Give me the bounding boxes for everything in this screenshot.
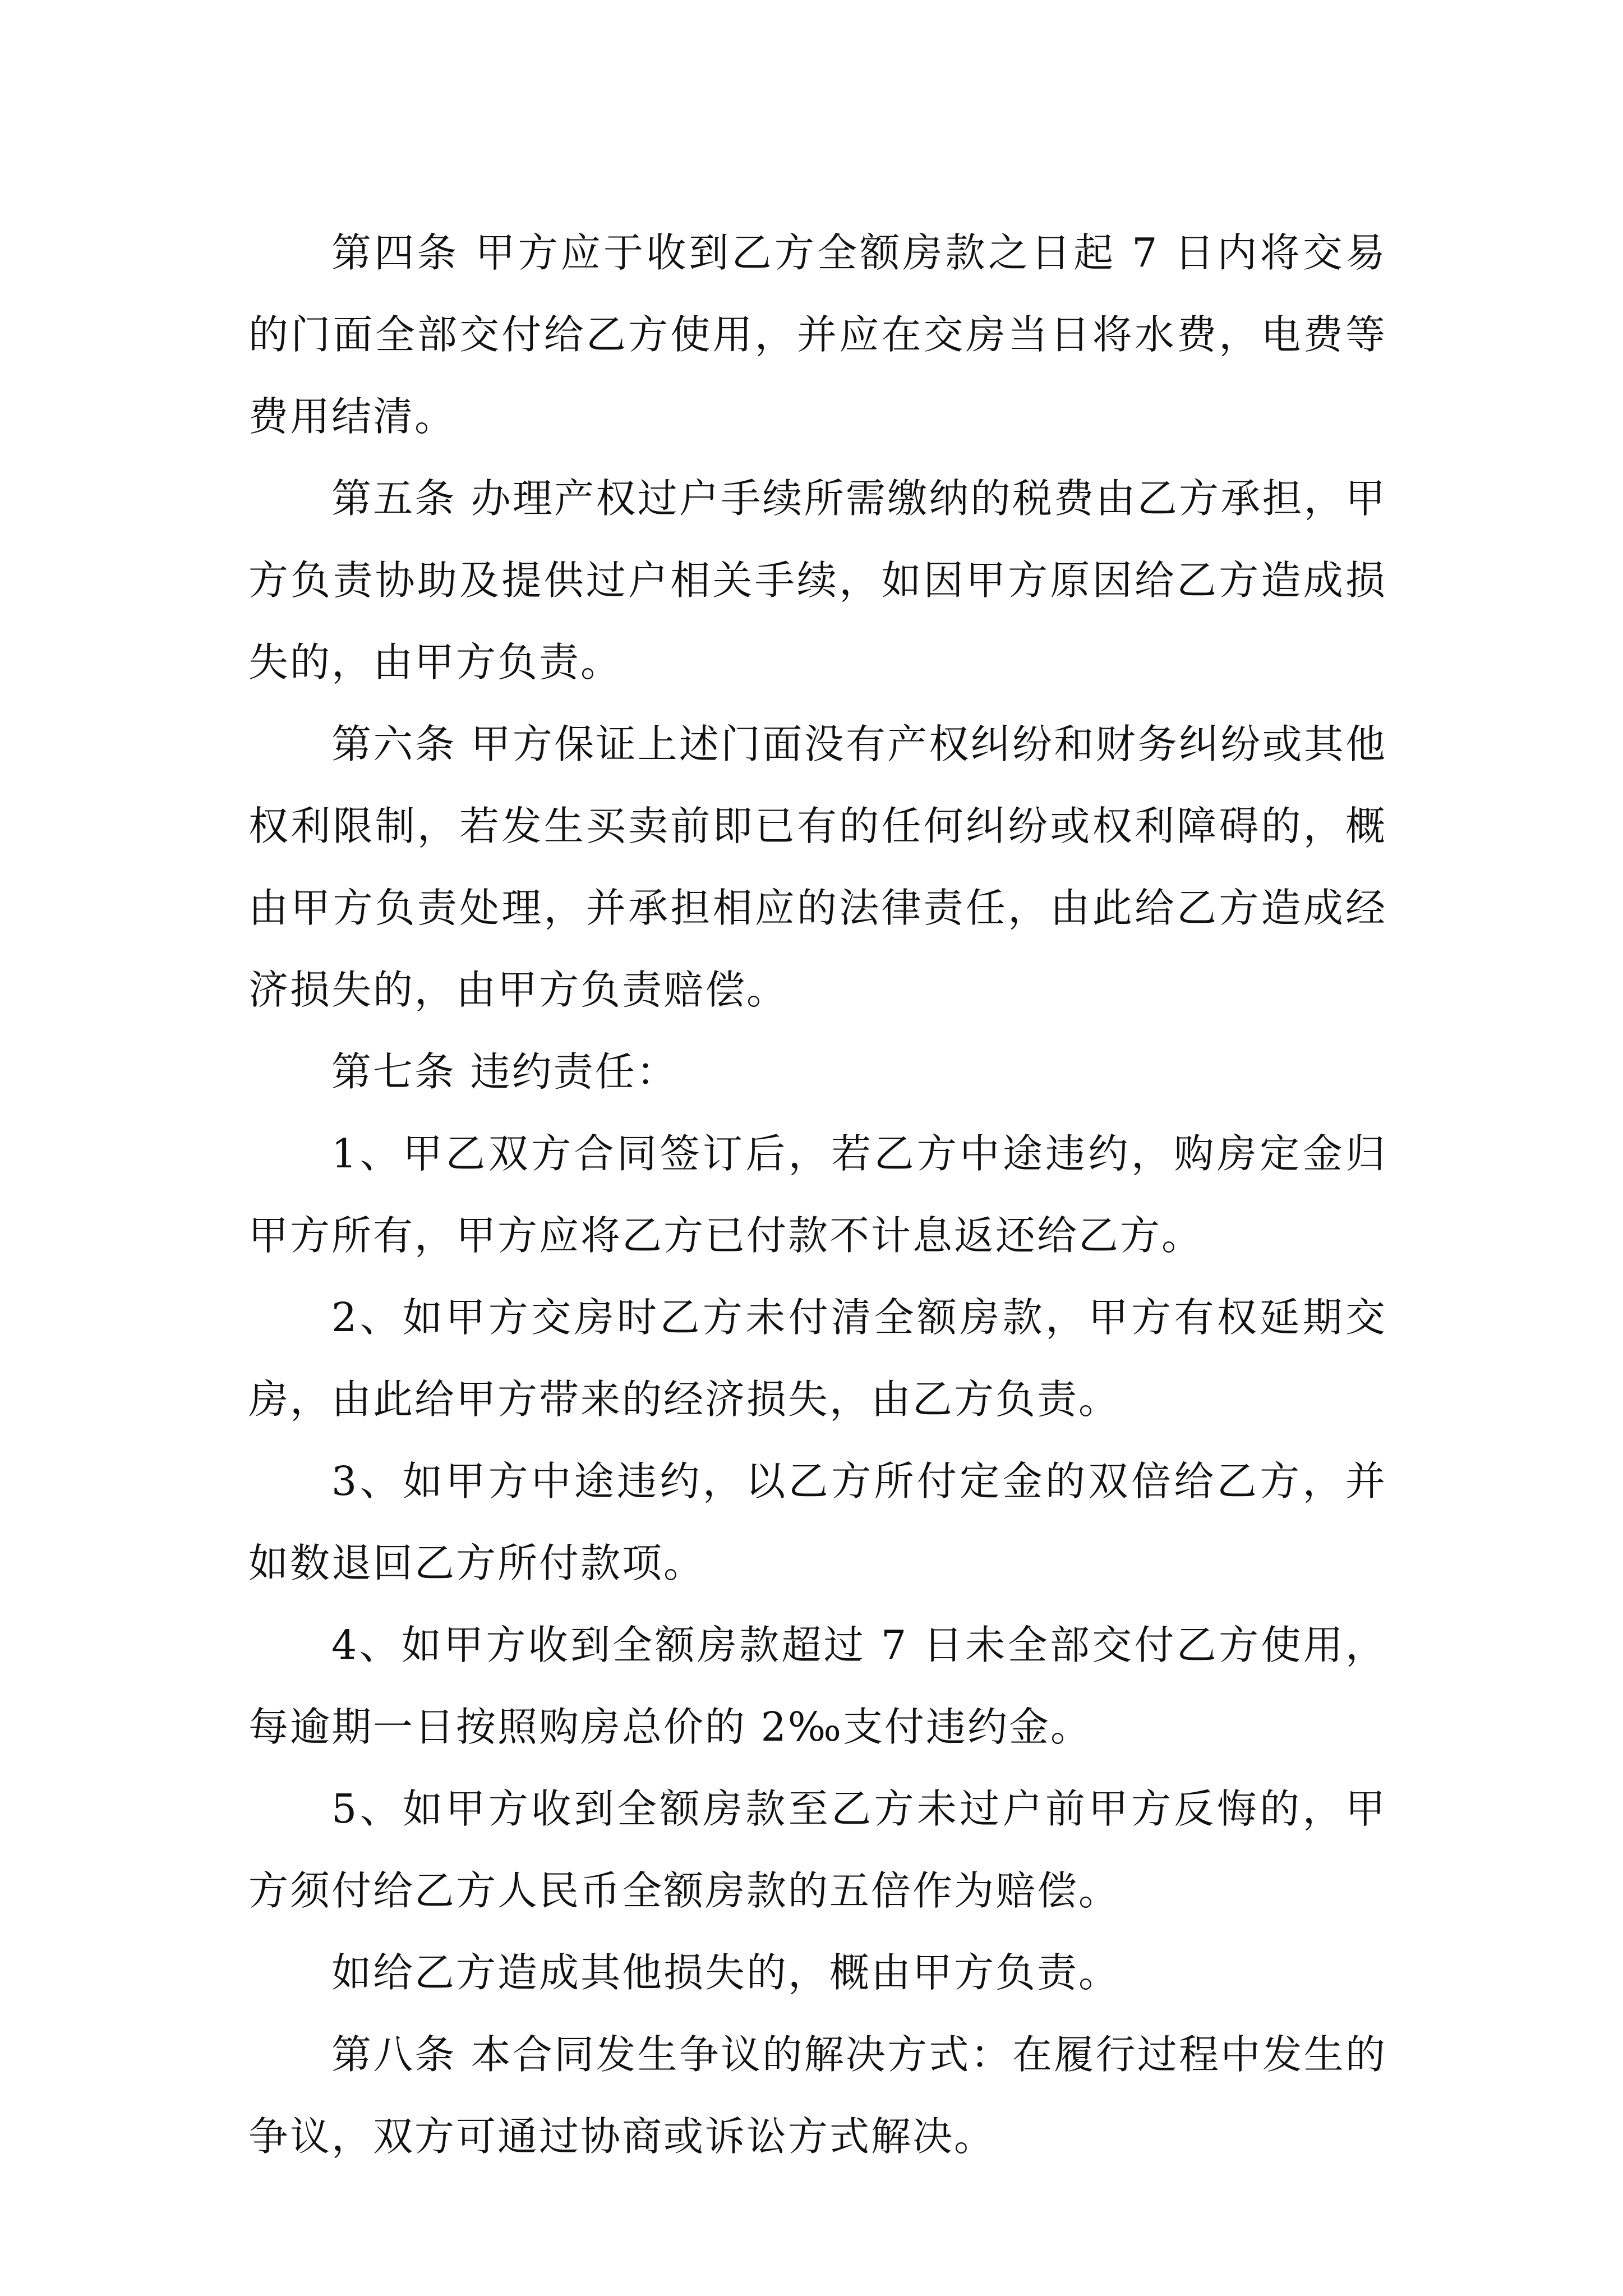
article-6-paragraph: 第六条 甲方保证上述门面没有产权纠纷和财务纠纷或其他权利限制，若发生买卖前即已有的任何纠纷或权利障碍的，概由甲方负责处理，并承担相应的法律责任，由此给乙方造成经济损失的，由甲方负责赔偿。 xyxy=(248,721,1387,1013)
article-4-paragraph: 第四条 甲方应于收到乙方全额房款之日起 7 日内将交易的门面全部交付给乙方使用，并应在交房当日将水费，电费等费用结清。 xyxy=(248,229,1387,440)
breach-clause-2: 2、如甲方交房时乙方未付清全额房款，甲方有权延期交房，由此给甲方带来的经济损失，由乙方负责。 xyxy=(248,1294,1387,1423)
breach-clause-4: 4、如甲方收到全额房款超过 7 日未全部交付乙方使用，每逾期一日按照购房总价的 2‰支付违约金。 xyxy=(248,1622,1387,1750)
breach-clause-3: 3、如甲方中途违约，以乙方所付定金的双倍给乙方，并如数退回乙方所付款项。 xyxy=(248,1458,1387,1586)
article-8-paragraph: 第八条 本合同发生争议的解决方式：在履行过程中发生的争议，双方可通过协商或诉讼方式解决。 xyxy=(248,2031,1387,2160)
breach-clause-1: 1、甲乙双方合同签订后，若乙方中途违约，购房定金归甲方所有，甲方应将乙方已付款不计息返还给乙方。 xyxy=(248,1130,1387,1259)
article-5-paragraph: 第五条 办理产权过户手续所需缴纳的税费由乙方承担，甲方负责协助及提供过户相关手续，如因甲方原因给乙方造成损失的，由甲方负责。 xyxy=(248,475,1387,685)
breach-clause-5: 5、如甲方收到全额房款至乙方未过户前甲方反悔的，甲方须付给乙方人民币全额房款的五倍作为赔偿。 xyxy=(248,1786,1387,1914)
article-7-heading: 第七条 违约责任： xyxy=(331,1048,678,1095)
contract-body xyxy=(248,212,1387,2178)
other-losses-paragraph: 如给乙方造成其他损失的，概由甲方负责。 xyxy=(331,1949,1121,1996)
